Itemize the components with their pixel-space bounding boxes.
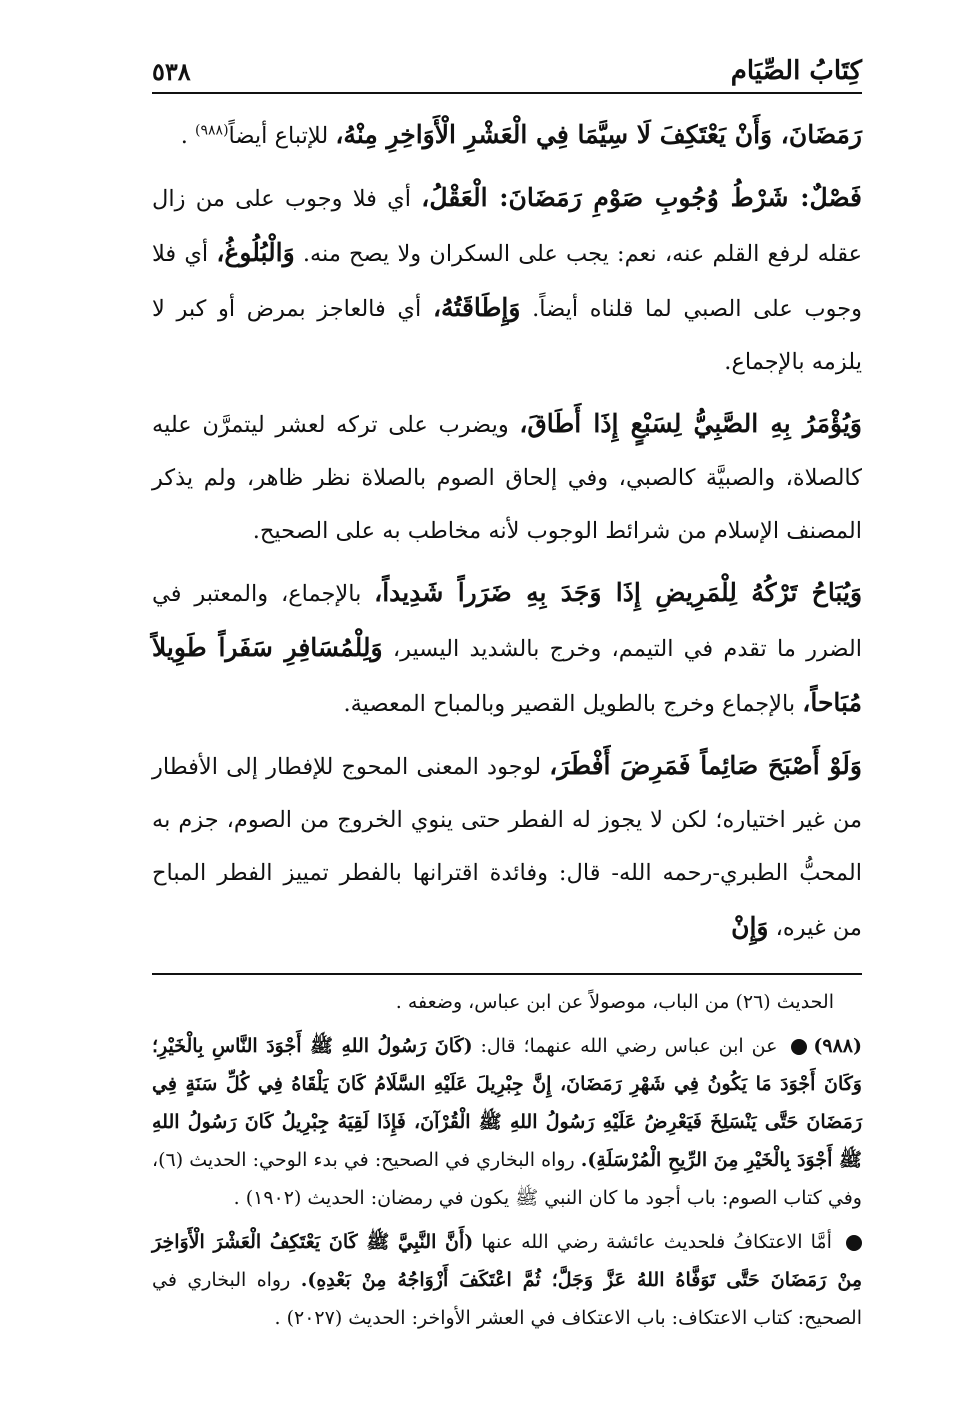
footnote-itikaf [152,1223,862,1337]
paragraph-4 [152,566,862,731]
paragraph-3 [152,397,862,558]
commentary-text: أي فالعاجز بمرض أو كبر لا يلزمه بالإجماع. [152,296,862,375]
paragraph-2 [152,171,862,389]
main-text [152,108,862,955]
footnote-number: (٩٨٨) [813,1035,863,1057]
running-header [152,52,862,94]
footnotes [152,983,862,1337]
commentary-text: . [180,123,196,149]
footnote-source: رواه البخاري في الصحيح: في بدء الوحي: الحديث (٦)، وفي كتاب الصوم: باب أجود ما كان النبي ﷺ يكون في رمضان: الحديث (١٩٠٢) . [152,1149,862,1209]
hadith-text: (أَنَّ النَّبِيَّ ﷺ كَانَ يَعْتَكِفُ الْعَشْرَ الْأَوَاخِرَ مِنْ رَمَضَانَ حَتَّى تَوَفَّاهُ اللهُ عَزَّ وَجَلَّ؛ ثُمَّ اعْتَكَفَ أَزْوَاجُهُ مِنْ بَعْدِهِ). [152,1231,862,1291]
bullet-icon [791,1039,807,1055]
bullet-icon [846,1235,862,1251]
matn-text: فَصْلٌ: شَرْطُ وُجُوبِ صَوْمِ رَمَضَانَ: الْعَقْلُ، [421,183,863,212]
paragraph-5 [152,739,862,955]
matn-text: وَإِطَاقَتُهُ، [432,293,521,322]
commentary-text: لوجود المعنى المحوج للإفطار إلى الأفطار من غير اختياره؛ لكن لا يجوز له الفطر حتى ينوي الخروج من الصوم، جزم به المحبُّ الطبري-رحمه الله- قال: وفائدة اقترانها بالفطر تمييز الفطر المباح من غيره، [152,754,862,941]
matn-text: وَلِلْمُسَافِرِ سَفَراً طَوِيلاً مُبَاحاً، [152,633,862,717]
matn-text: وَالْبُلُوغُ، [216,238,295,267]
footnote-intro: أمَّا الاعتكافُ فلحديث عائشة رضي الله عنها [473,1231,840,1253]
matn-text: وَإِنْ [731,912,769,941]
footnote-source: رواه البخاري في الصحيح: كتاب الاعتكاف: باب الاعتكاف في العشر الأواخر: الحديث (٢٠٢٧) . [152,1269,862,1329]
footnote-continuation: الحديث (٢٦) من الباب، موصولاً عن ابن عباس، وضعفه . [395,991,834,1013]
commentary-text: أي فلا وجوب على الصبي لما قلناه أيضاً. [152,241,863,322]
hadith-text: (كَانَ رَسُولُ اللهِ ﷺ أَجْوَدَ النَّاسِ بِالْخَيْرِ؛ وَكَانَ أَجْوَدَ مَا يَكُونُ فِي شَهْرِ رَمَضَانَ، إِنَّ جِبْرِيلَ عَلَيْهِ السَّلَامُ كَانَ يَلْقَاهُ فِي كُلِّ سَنَةٍ فِي رَمَضَانَ حَتَّى يَنْسَلِخَ فَيَعْرِضُ عَلَيْهِ رَسُولُ اللهِ ﷺ الْقُرْآنَ، فَإِذَا لَقِيَهُ جِبْرِيلُ كَانَ رَسُولُ اللهِ ﷺ أَجْوَدَ بِالْخَيْرِ مِنَ الرِّيحِ الْمُرْسَلَةِ). [152,1035,862,1171]
footnote-ref[interactable]: (٩٨٨) [195,122,229,139]
paragraph-1 [152,108,862,163]
commentary-text: بالإجماع وخرج بالطويل القصير وبالمباح المعصية. [343,691,803,717]
commentary-text: للإتباع أيضاً [228,123,336,149]
commentary-text: بالإجماع، والمعتبر في الضرر ما تقدم في التيمم، وخرج بالشديد اليسير، [152,581,862,662]
footnote-intro: عن ابن عباس رضي الله عنهما؛ قال: [472,1035,786,1057]
page-number: ٥٣٨ [152,57,191,86]
footnote-988 [152,1027,862,1217]
commentary-text: ويضرب على تركه لعشر ليتمرَّن عليه كالصلاة، والصبيَّة كالصبي، وفي إلحاق الصوم بالصلاة نظر ظاهر، ولم يذكر المصنف الإسلام من شرائط الوجوب لأنه مخاطب به على الصحيح. [152,412,862,544]
matn-text: وَيُبَاحُ تَرْكُهُ لِلْمَرِيضِ إِذَا وَجَدَ بِهِ ضَرَراً شَدِيداً، [374,578,863,607]
footnote-separator [152,973,862,975]
book-title: كِتَابُ الصِّيَام [730,56,862,86]
matn-text: رَمَضَانَ، وَأَنْ يَعْتَكِفَ لَا سِيَّمَا فِي الْعَشْرِ الْأَوَاخِرِ مِنْهُ، [335,120,862,149]
commentary-text: أي فلا وجوب على من زال عقله لرفع القلم عنه، نعم: يجب على السكران ولا يصح منه. [152,186,862,267]
matn-text: وَلَوْ أَصْبَحَ صَائِماً فَمَرِضَ أَفْطَرَ، [549,751,862,780]
matn-text: وَيُؤْمَرُ بِهِ الصَّبِيُّ لِسَبْعٍ إِذَا أَطَاقَ، [519,409,863,438]
